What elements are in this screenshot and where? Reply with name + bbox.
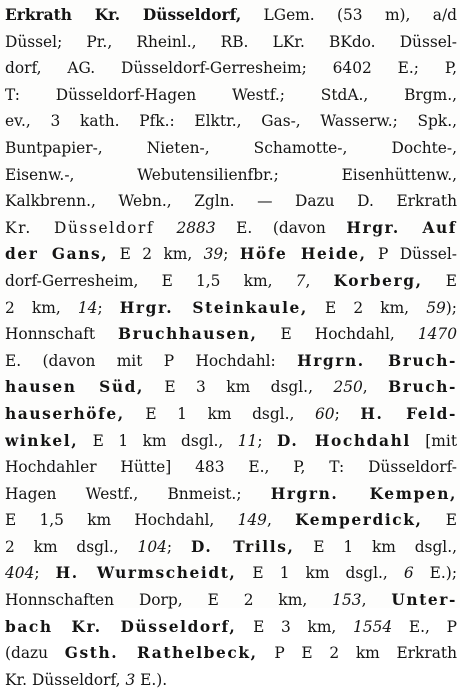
entry-line: [5, 428, 457, 455]
entry-line: [5, 587, 457, 614]
entry-text: E 2 km,: [108, 245, 204, 264]
entry-text: E 1,5 km Hochdahl,: [5, 511, 238, 530]
place-name: Hrgrn. Kempen,: [270, 484, 457, 503]
entry-text: E: [422, 511, 457, 530]
place-name: Unter-: [391, 591, 457, 610]
place-name: der Gans,: [5, 245, 109, 264]
entry-text: ,: [266, 511, 296, 530]
entry-text: ;: [223, 245, 240, 264]
population-count: 60: [314, 404, 335, 423]
entry-text: Kr. Düsseldorf,: [5, 670, 126, 689]
entry-text: 2 km dsgl.,: [5, 537, 138, 556]
entry-line: [5, 321, 457, 348]
population-count: 1470: [417, 325, 457, 344]
entry-line: [5, 348, 457, 375]
place-name: Bruchhausen,: [118, 325, 258, 344]
entry-line: [5, 295, 457, 322]
entry-text: ,: [361, 591, 392, 610]
place-name: Hrgr. Steinkaule,: [119, 298, 308, 317]
entry-text: Hagen Westf., Bnmeist.;: [5, 484, 271, 503]
entry-line: [5, 614, 457, 641]
entry-text: E 3 km,: [236, 617, 354, 636]
place-name: winkel,: [5, 431, 79, 450]
gazetteer-entry-erkrath: [5, 2, 457, 693]
population-count: 39: [203, 245, 224, 264]
entry-text: ;: [257, 431, 277, 450]
entry-text: E., P: [392, 617, 457, 636]
entry-line: [5, 401, 457, 428]
entry-text: E. (davon mit P Hochdahl:: [5, 351, 298, 370]
entry-text: P E 2 km Erkrath: [257, 644, 457, 663]
entry-text: [mit: [410, 431, 457, 450]
entry-text: E 3 km dsgl.,: [143, 378, 334, 397]
entry-line: [5, 374, 457, 401]
entry-line: [5, 108, 457, 135]
place-name: hauserhöfe,: [5, 404, 125, 423]
entry-line: [5, 82, 457, 109]
entry-line: [5, 507, 457, 534]
entry-text: );: [445, 298, 457, 317]
entry-line: [5, 640, 457, 667]
entry-text: E: [422, 271, 457, 290]
population-count: 14: [77, 298, 98, 317]
entry-text: Düssel; Pr., Rheinl., RB. LKr. BKdo. Düssel-: [5, 32, 457, 51]
entry-text: ;: [166, 537, 191, 556]
population-count: 7: [295, 271, 306, 290]
place-name: Korberg,: [333, 271, 423, 290]
entry-text: LGem. (53 m), a/d: [241, 6, 457, 24]
place-name: H. Wurmscheidt,: [55, 564, 237, 583]
entry-text: E 1 km dsgl.,: [124, 404, 315, 423]
entry-text: ;: [97, 298, 120, 317]
entry-line: [5, 481, 457, 508]
entry-line: [5, 55, 457, 82]
place-name: D. Trills,: [190, 537, 295, 556]
entry-text: Hochdahler Hütte] 483 E., P, T: Düsseldorf-: [5, 458, 457, 477]
population-count: 6: [403, 564, 414, 583]
entry-text: E 1 km dsgl.,: [78, 431, 238, 450]
entry-text: E Hochdahl,: [257, 325, 418, 344]
entry-text: E.);: [413, 564, 457, 583]
place-name: Höfe Heide,: [239, 245, 367, 264]
entry-line: [5, 188, 457, 215]
population-count: 2883: [176, 218, 216, 237]
population-count: 104: [137, 537, 167, 556]
place-name: Gsth. Rathelbeck,: [64, 644, 258, 663]
entry-text: Kalkbrenn., Webn., Zgln. — Dazu D. Erkrath: [5, 192, 457, 211]
place-name: Erkrath Kr. Düsseldorf,: [5, 6, 242, 24]
entry-text: Eisenw.-, Webutensilienfbr.; Eisenhüttenw.,: [5, 165, 457, 184]
entry-line: [5, 534, 457, 561]
entry-text: E. (davon: [215, 218, 347, 237]
entry-text: E.).: [135, 670, 168, 689]
place-name: Bruch-: [388, 378, 457, 397]
entry-text: ,: [305, 271, 334, 290]
entry-line: [5, 2, 457, 29]
population-count: 250: [333, 378, 363, 397]
entry-text: dorf, AG. Düsseldorf-Gerresheim; 6402 E.; P,: [5, 59, 457, 78]
entry-text: E 2 km,: [307, 298, 427, 317]
entry-text: P Düssel-: [366, 245, 457, 264]
entry-text: T: Düsseldorf-Hagen Westf.; StdA., Brgm.,: [5, 85, 457, 104]
place-name: Hrgr. Auf: [346, 218, 457, 237]
population-count: 1554: [353, 617, 393, 636]
entry-text: ev., 3 kath. Pfk.: Elktr., Gas-, Wasserw.; Spk.,: [5, 112, 457, 131]
place-name: Hrgrn. Bruch-: [297, 351, 457, 370]
entry-line: [5, 268, 457, 295]
population-count: 3: [125, 670, 136, 689]
population-count: 11: [237, 431, 258, 450]
entry-text: (dazu: [5, 644, 65, 663]
entry-text: Kr. Düsseldorf: [5, 218, 177, 237]
place-name: D. Hochdahl: [277, 431, 411, 450]
place-name: H. Feld-: [360, 404, 457, 423]
entry-line: [5, 162, 457, 189]
entry-text: E 1 km dsgl.,: [236, 564, 404, 583]
entry-text: dorf-Gerresheim, E 1,5 km,: [5, 271, 296, 290]
population-count: 153: [332, 591, 362, 610]
entry-text: ;: [334, 404, 361, 423]
entry-text: ,: [362, 378, 389, 397]
place-name: Kemperdick,: [295, 511, 423, 530]
population-count: 59: [426, 298, 446, 317]
entry-text: ;: [34, 564, 56, 583]
entry-line: [5, 241, 457, 268]
entry-line: [5, 215, 457, 242]
place-name: hausen Süd,: [5, 378, 144, 397]
entry-text: Honnschaft: [5, 325, 119, 344]
population-count: 149: [237, 511, 267, 530]
entry-text: E 1 km dsgl.,: [294, 537, 457, 556]
place-name: bach Kr. Düsseldorf,: [5, 617, 237, 636]
entry-line: [5, 454, 457, 481]
entry-line: [5, 29, 457, 56]
population-count: 404: [5, 564, 35, 583]
entry-line: [5, 667, 457, 693]
entry-text: 2 km,: [5, 298, 78, 317]
entry-line: [5, 560, 457, 587]
entry-text: Buntpapier-, Nieten-, Schamotte-, Dochte-,: [5, 138, 457, 157]
entry-line: [5, 135, 457, 162]
entry-text: Honnschaften Dorp, E 2 km,: [5, 591, 333, 610]
